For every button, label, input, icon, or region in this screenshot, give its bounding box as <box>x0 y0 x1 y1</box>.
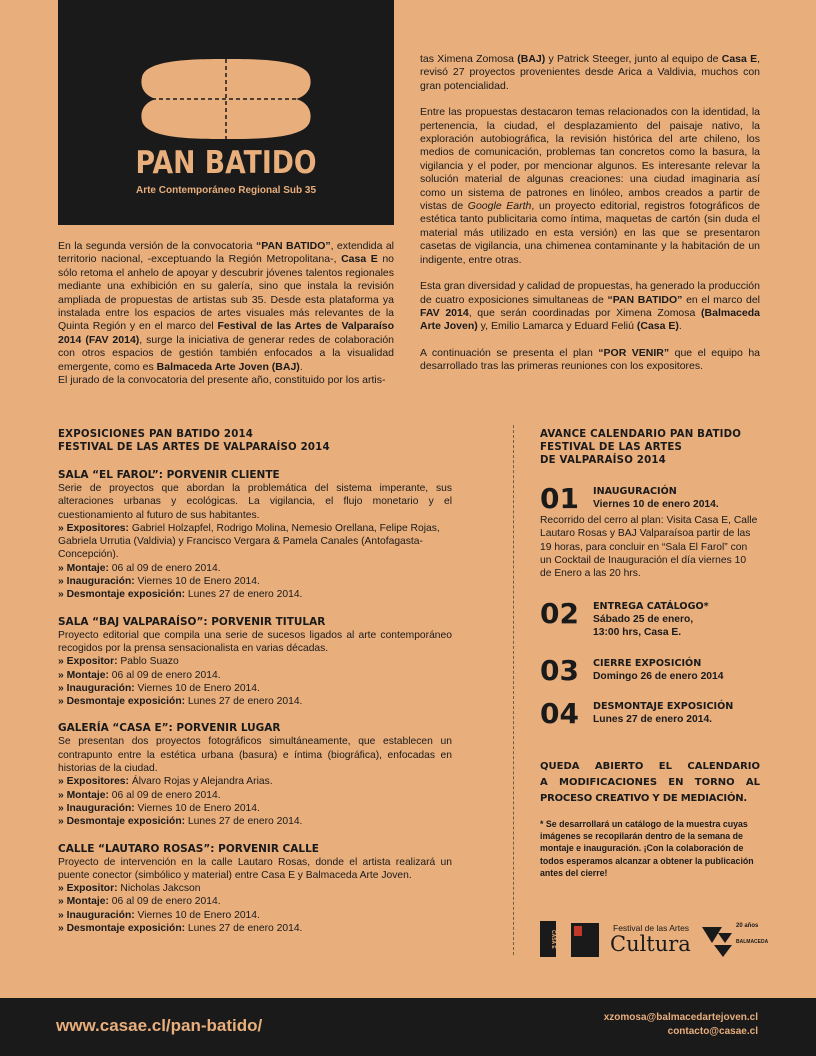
exhibition-detail: » Montaje: 06 al 09 de enero 2014. <box>58 669 221 681</box>
exhibitions-heading: EXPOSICIONES PAN BATIDO 2014 <box>58 429 254 440</box>
notice-line-3: PROCESO CREATIVO Y DE MEDIACIÓN. <box>540 793 748 804</box>
exhibition-detail: » Montaje: 06 al 09 de enero 2014. <box>58 562 221 574</box>
calendar-event-4 <box>540 697 770 732</box>
intro-paragraph-exhibitions: Esta gran diversidad y calidad de propuestas, ha generado la producción de cuatro exposiciones simultaneas de “PAN BATIDO” en el marco del FAV 2014, que serán coordinadas por Ximena Zomosa (Balmaceda Arte Joven) y, Emilio Lamarca y Eduard Feliú (Casa E). <box>420 280 760 333</box>
website-link[interactable]: www.casae.cl/pan-batido/ <box>56 1016 263 1035</box>
calendar-heading-line-1: AVANCE CALENDARIO PAN BATIDO <box>540 429 742 440</box>
exhibitions-subheading: FESTIVAL DE LAS ARTES DE VALPARAÍSO 2014 <box>58 442 330 453</box>
exhibition-detail: » Inauguración: Viernes 10 de Enero 2014. <box>58 909 260 921</box>
exhibition-detail: » Desmontaje exposición: Lunes 27 de enero 2014. <box>58 923 303 935</box>
column-divider <box>513 425 514 955</box>
exhibition-detail: » Expositores: Gabriel Holzapfel, Rodrigo Molina, Nemesio Orellana, Felipe Rojas, Gabriela Urrutia (Valdivia) y Francisco Vergara & Pamela Canales (Antofagasta-Concepción). <box>58 522 440 561</box>
exhibition-item <box>58 615 452 709</box>
exhibition-detail: » Expositor: Pablo Suazo <box>58 656 179 668</box>
exhibition-title: SALA “EL FAROL”: PORVENIR CLIENTE <box>58 469 280 481</box>
calendar-event-1 <box>540 482 770 585</box>
event-time-place: 13:00 hrs, Casa E. <box>593 627 682 638</box>
festival-de-las-artes-label: Festival de las Artes <box>613 923 690 933</box>
sponsor-logos <box>540 921 770 961</box>
calendar-heading-line-3: DE VALPARAÍSO 2014 <box>540 455 666 466</box>
event-title: DESMONTAJE EXPOSICIÓN <box>593 701 734 712</box>
exhibition-detail: » Desmontaje exposición: Lunes 27 de enero 2014. <box>58 589 303 601</box>
event-date: Lunes 27 de enero 2014. <box>593 714 713 725</box>
exhibition-detail: » Inauguración: Viernes 10 de Enero 2014. <box>58 802 260 814</box>
intro-paragraph-jury: tas Ximena Zomosa (BAJ) y Patrick Steeger, junto al equipo de Casa E, revisó 27 proyectos provenientes desde Arica a Valdivia, muchos con gran potencialidad. <box>420 53 760 92</box>
catalog-footnote: * Se desarrollará un catálogo de la muestra cuyas imágenes se recopilarán dentro de la semana de montaje e inauguración. ¡Con la colaboración de todos esperamos alcanzar a obtener la publicación antes del cierre! <box>540 819 754 878</box>
intro-paragraph-themes: Entre las propuestas destacaron temas relacionados con la identidad, la pertenencia, la ciudad, el desplazamiento del paisaje nativo, la exploración autobiográfica, la revisión histórica del arte chileno, los medios de comunicación, problemas tan concretos como la basura, la vigilancia y el poder, por mencionar algunos. Es interesante relevar la solución material de algunas creaciones: una ciudad imaginaria así como un sistema de patrones en linóleo, ambos creados a partir de vistas de Google Earth, un proyecto editorial, registros fotográficos de estética tanto publicitaria como íntima, maquetas de cartón (sin duda el material más utilizado en esta versión) en las que se presentaron casetas de vigilancia, una chimenea contaminante y la habitación de un indigente, entre otras. <box>420 106 760 266</box>
email-link-balmaceda[interactable]: xzomosa@balmacedartejoven.cl <box>603 1012 758 1023</box>
event-number: 03 <box>540 654 579 687</box>
exhibition-detail: » Montaje: 06 al 09 de enero 2014. <box>58 896 221 908</box>
exhibition-detail: » Desmontaje exposición: Lunes 27 de enero 2014. <box>58 696 303 708</box>
exhibition-title: SALA “BAJ VALPARAÍSO”: PORVENIR TITULAR <box>58 615 326 628</box>
exhibition-detail: » Inauguración: Viernes 10 de Enero 2014. <box>58 682 260 694</box>
notice-line-1: QUEDA ABIERTO EL CALENDARIO <box>540 761 760 772</box>
event-number: 02 <box>540 597 579 630</box>
exhibition-detail: » Inauguración: Viernes 10 de Enero 2014. <box>58 576 260 588</box>
exhibition-description: Proyecto de intervención en la calle Lautaro Rosas, donde el artista realizará un puente conector (simbólico y material) entre Casa E y Balmaceda Arte Joven. <box>58 856 452 881</box>
notice-line-2: A MODIFICACIONES EN TORNO AL <box>540 777 760 788</box>
calendar-notice <box>540 759 760 807</box>
calendar-heading <box>540 428 770 467</box>
calendar-heading-line-2: FESTIVAL DE LAS ARTES <box>540 442 683 453</box>
government-seal-logo <box>571 923 599 957</box>
event-description: Recorrido del cerro al plan: Visita Casa E, Calle Lautaro Rosas y BAJ Valparaísoa partir de las 19 horas, para concluir en “Sala El Farol” con un Cocktail de Inauguración el día viernes 10 de Enero a las 20 hrs. <box>540 515 758 580</box>
balmaceda-years: 20 años <box>736 923 759 929</box>
event-number: 01 <box>540 482 579 515</box>
event-title: CIERRE EXPOSICIÓN <box>593 658 702 669</box>
intro-right <box>420 53 760 374</box>
exhibition-detail: » Desmontaje exposición: Lunes 27 de enero 2014. <box>58 816 303 828</box>
exhibition-description: Se presentan dos proyectos fotográficos simultáneamente, que establecen un contrapunto entre la estética urbana (basura) e íntima (biográfica), enfocadas en historias de la ciudad. <box>58 736 452 775</box>
email-link-casae[interactable]: contacto@casae.cl <box>667 1026 758 1037</box>
calendar-event-2 <box>540 597 770 644</box>
footer <box>0 998 816 1056</box>
event-date: Viernes 10 de enero 2014. <box>593 499 719 510</box>
exhibition-detail: » Expositor: Nicholas Jakcson <box>58 883 201 895</box>
event-number: 04 <box>540 697 579 730</box>
event-date: Domingo 26 de enero 2014 <box>593 671 724 682</box>
exhibition-description: Proyecto editorial que compila una serie de sucesos ligados al arte contemporáneo recogidos por la prensa sensacionalista en varias décadas. <box>58 629 452 654</box>
bread-icon <box>136 57 316 141</box>
exhibition-detail: » Expositores: Álvaro Rojas y Alejandra Arias. <box>58 776 273 788</box>
intro-paragraph-plan: A continuación se presenta el plan “POR VENIR” que el equipo ha desarrollado tras las primeras reuniones con los expositores. <box>420 346 760 373</box>
exhibition-item <box>58 842 452 936</box>
event-title: ENTREGA CATÁLOGO* <box>593 601 709 612</box>
exhibition-description: Serie de proyectos que abordan la problemática del sistema imperante, sus alteraciones urbanas y ecológicas. La vigilancia, el flujo monetario y el cuestionamiento al futuro de sus habitantes. <box>58 483 452 521</box>
logo-subtitle: Arte Contemporáneo Regional Sub 35 <box>135 185 317 196</box>
exhibition-detail: » Montaje: 06 al 09 de enero 2014. <box>58 789 221 801</box>
exhibition-title: GALERÍA “CASA E”: PORVENIR LUGAR <box>58 722 281 735</box>
cultura-logo: Cultura <box>610 932 691 956</box>
casa-e-logo: CASA E <box>540 921 556 957</box>
exhibition-title: CALLE “LAUTARO ROSAS”: PORVENIR CALLE <box>58 842 319 855</box>
exhibitions-section <box>58 428 452 948</box>
balmaceda-label: BALMACEDA <box>736 939 769 945</box>
logo-title: PAN BATIDO <box>135 145 317 181</box>
intro-paragraph-left: En la segunda versión de la convocatoria “PAN BATIDO”, extendida al territorio nacional, -exceptuando la Región Metropolitana-, Casa E no sólo retoma el anhelo de apoyar y descubrir jóvenes talentos regionales mediante una exhibición en su galería, sino que instala la revisión ampliada de propuestas de artistas sub 35. Desde esta plataforma ya instalada entre los espacios de artes visuales más relevantes de la Quinta Región y en el marco del Festival de las Artes de Valparaíso 2014 (FAV 2014), surge la iniciativa de generar redes de colaboración con otros espacios de gestión también enfocados a la visualidad emergente, como es Balmaceda Arte Joven (BAJ). El jurado de la convocatoria del presente año, constituido por los artis- <box>58 240 395 387</box>
exhibition-item <box>58 468 452 602</box>
exhibition-item <box>58 721 452 828</box>
balmaceda-logo-icon <box>700 923 734 957</box>
event-title: INAUGURACIÓN <box>593 486 677 497</box>
exhibitions-list <box>58 468 452 935</box>
pan-batido-logo <box>58 0 394 225</box>
event-date: Sábado 25 de enero, <box>593 614 694 625</box>
intro-left <box>58 240 394 387</box>
calendar-event-3 <box>540 654 770 689</box>
